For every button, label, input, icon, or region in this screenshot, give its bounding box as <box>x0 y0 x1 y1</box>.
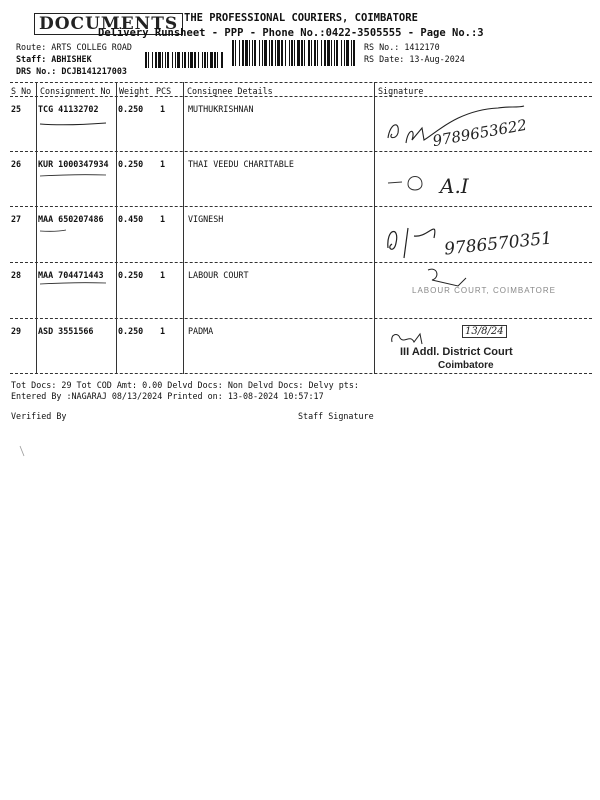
row-weight: 0.250 <box>118 104 144 114</box>
row-sno: 28 <box>11 270 22 280</box>
row-pcs: 1 <box>160 326 166 336</box>
verified-by-label: Verified By <box>11 411 67 421</box>
row-sno: 27 <box>11 214 22 224</box>
barcode-graphic <box>232 40 357 66</box>
row-pcs: 1 <box>160 214 166 224</box>
rs-number: RS No.: 1412170 <box>364 42 440 52</box>
col-signature: Signature <box>378 86 424 96</box>
row-weight: 0.250 <box>118 270 144 280</box>
row-consignee: PADMA <box>188 326 214 336</box>
row-pcs: 1 <box>160 159 166 169</box>
row-pcs: 1 <box>160 270 166 280</box>
rs-date: RS Date: 13-Aug-2024 <box>364 54 465 64</box>
row-sno: 26 <box>11 159 22 169</box>
signature-date-29: 13/8/24 <box>462 325 507 338</box>
col-consignee: Consignee Details <box>187 86 273 96</box>
row-consignment: MAA 650207486 <box>38 214 104 224</box>
table-top-rule <box>10 82 592 83</box>
row-weight: 0.250 <box>118 159 144 169</box>
col-separator <box>374 82 375 374</box>
header-bottom-rule <box>10 96 592 97</box>
staff-signature-label: Staff Signature <box>298 411 374 421</box>
consignment-pen-marks <box>36 112 116 352</box>
row-weight: 0.250 <box>118 326 144 336</box>
runsheet-subtitle: Delivery Runsheet - PPP - Phone No.:0422-3505555 - Page No.:3 <box>98 27 484 39</box>
stray-mark <box>18 444 28 458</box>
row-consignee: THAI VEEDU CHARITABLE <box>188 159 294 169</box>
col-separator <box>183 82 184 374</box>
row-consignment: KUR 1000347934 <box>38 159 109 169</box>
staff-label: Staff: ABHISHEK <box>16 54 92 64</box>
drs-label: DRS No.: DCJB141217003 <box>16 66 127 76</box>
row-consignee: LABOUR COURT <box>188 270 249 280</box>
company-title: THE PROFESSIONAL COURIERS, COIMBATORE <box>184 12 418 24</box>
col-consignment: Consignment No <box>40 86 111 96</box>
route-label: Route: ARTS COLLEG ROAD <box>16 42 132 52</box>
row-weight: 0.450 <box>118 214 144 224</box>
totals-line: Tot Docs: 29 Tot COD Amt: 0.00 Delvd Docs: Non Delvd Docs: Delvy pts: <box>11 380 359 390</box>
labour-court-seal: LABOUR COURT, COIMBATORE <box>412 286 557 295</box>
court-stamp-line2: Coimbatore <box>438 360 494 371</box>
col-sno: S No <box>11 86 32 96</box>
row-consignee: VIGNESH <box>188 214 224 224</box>
row-consignee: MUTHUKRISHNAN <box>188 104 254 114</box>
signature-phone-25: 9789653622 <box>431 115 529 151</box>
row-consignment: TCG 41132702 <box>38 104 99 114</box>
row-consignment: ASD 3551566 <box>38 326 94 336</box>
documents-stamp: DOCUMENTS <box>34 13 183 35</box>
col-separator <box>116 82 117 374</box>
col-pcs: PCS <box>156 86 172 96</box>
row-sno: 25 <box>11 104 22 114</box>
signature-text-26: A.I <box>440 174 469 198</box>
row-pcs: 1 <box>160 104 166 114</box>
entered-by-line: Entered By :NAGARAJ 08/13/2024 Printed on: 13-08-2024 10:57:17 <box>11 391 324 401</box>
table-bottom-rule <box>10 373 592 374</box>
court-stamp-line1: III Addl. District Court <box>400 346 513 358</box>
barcode-small-graphic <box>145 52 227 68</box>
col-weight: Weight <box>119 86 150 96</box>
row-consignment: MAA 704471443 <box>38 270 104 280</box>
row-sno: 29 <box>11 326 22 336</box>
signature-phone-27: 9786570351 <box>443 228 553 260</box>
